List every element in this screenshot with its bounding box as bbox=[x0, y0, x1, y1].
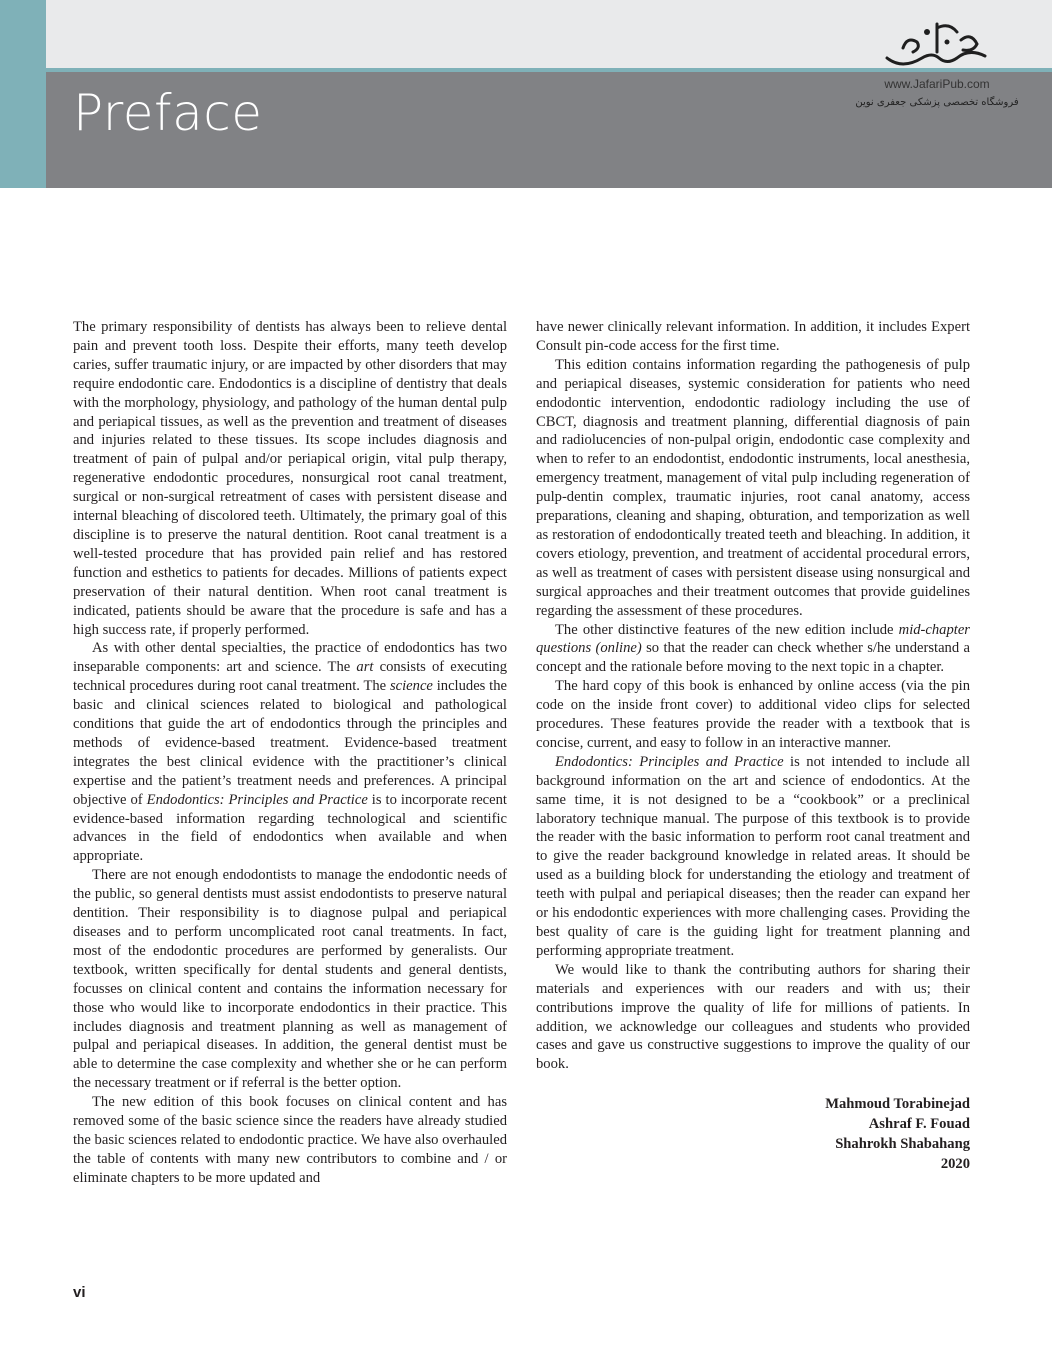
text-run: As with other dental specialties, the practice of endodontics has two inseparable components: art and science. The bbox=[73, 640, 507, 676]
paragraph bbox=[536, 753, 970, 961]
text-run: is to incorporate recent evidence-based information regarding technological and scientific advances in the field of endodontics when available and when appropriate. bbox=[73, 791, 507, 865]
page-number: vi bbox=[73, 1284, 86, 1301]
paragraph: The primary responsibility of dentists has always been to relieve dental pain and prevent tooth loss. Despite their efforts, many teeth develop caries, suffer traumatic injury, or are impacted by other disorders that may require endodontic care. Endodontics is a discipline of dentistry that deals with the morphology, physiology, and pathology of the human dental pulp and periapical tissues, as well as the prevention and treatment of diseases and injuries related to these tissues. Its scope includes diagnosis and treatment of pain of pulpal and/or periapical origin, vital pulp therapy, regenerative endodontic procedures, nonsurgical root canal treatment, surgical or non-surgical retreatment of cases with persistent disease and internal bleaching of discolored teeth. Ultimately, the primary goal of this discipline is to preserve the natural dentition. Root canal treatment is a well-tested procedure that has provided pain relief and has restored function and esthetics to patients for decades. Millions of patients expect preservation of their natural dentition. When root canal treatment is indicated, patients should be aware that the procedure is safe and has a high success rate, if properly performed. bbox=[73, 319, 507, 638]
text-run: consists of executing technical procedures during root canal treatment. The bbox=[73, 659, 507, 695]
text-run: so that the reader can check whether s/he understand a concept and the rationale before moving to the next topic in a chapter. bbox=[536, 640, 970, 676]
left-column bbox=[73, 318, 507, 1188]
paragraph: There are not enough endodontists to manage the endodontic needs of the public, so general dentists must assist endodontists to preserve natural dentition. Their responsibility is to diagnose pulpal and periapical diseases and to perform uncomplicated root canal treatments. In fact, most of the endodontic procedures are performed by generalists. Our textbook, written specifically for dental students and general dentists, focusses on clinical content and contains the information necessary for those who would like to incorporate endodontics in their practice. This includes diagnosis and treatment planning as well as management of pulpal and periapical diseases. In addition, the general dentist must be able to determine the case complexity and whether she or he can perform the necessary treatment or if referral is the better option. bbox=[73, 867, 507, 1092]
text-run: is not intended to include all background information on the art and science of endodontics. At the same time, it is not designed to be a “cookbook” or a preclinical laboratory technique manual. The purpose of this textbook is to provide the reader with the basic information to perform root canal treatment and to give the reader background knowledge in related areas. It should be used as a building block for understanding the etiology and treatment of teeth with pulpal and periapical diseases; then the reader can expand her or his endodontic experiences with more challenging cases. Providing the best quality of care is the guiding light for treatment planning and performing appropriate treatment. bbox=[536, 753, 970, 959]
text-run: includes the basic and clinical sciences related to biological and pathological conditions that guide the art of endodontics through the principles and methods of evidence-based treatment. Evidence-based treatment integrates the best clinical evidence with the practitioner’s clinical expertise and the patient’s treatment needs and preferences. A principal objective of bbox=[73, 678, 507, 808]
book-title: Endodontics: Principles and Practice bbox=[555, 753, 784, 770]
italic-text: science bbox=[389, 678, 433, 695]
book-title: Endodontics: Principles and Practice bbox=[146, 791, 368, 808]
publisher-logo bbox=[852, 18, 1022, 128]
paragraph: have newer clinically relevant information. In addition, it includes Expert Consult pin-code access for the first time. bbox=[536, 319, 970, 354]
paragraph bbox=[536, 621, 970, 678]
signature-block bbox=[536, 1094, 970, 1174]
paragraph: The new edition of this book focuses on clinical content and has removed some of the basic science since the readers have already studied the basic sciences related to endodontic practice. We have also overhauled the table of contents with many new contributors to combine and / or eliminate chapters to be more updated and bbox=[73, 1094, 507, 1186]
paragraph: The hard copy of this book is enhanced by online access (via the pin code on the inside front cover) to additional video clips for selected procedures. These features provide the reader with a textbook that is concise, current, and easy to follow in an interactive manner. bbox=[536, 678, 970, 751]
italic-text: art bbox=[356, 659, 374, 676]
publisher-url: www.JafariPub.com bbox=[884, 77, 990, 91]
text-run: The other distinctive features of the new edition include bbox=[555, 621, 899, 638]
paragraph bbox=[73, 639, 507, 866]
paragraph: We would like to thank the contributing authors for sharing their materials and experiences with our readers and with us; their contributions improve the quality of life for millions of patients. In addition, we acknowledge our colleagues and students who provided cases and gave us constructive suggestions to improve the quality of our book. bbox=[536, 961, 970, 1073]
author-name: Shahrokh Shabahang bbox=[835, 1136, 970, 1153]
paragraph: This edition contains information regarding the pathogenesis of pulp and periapical diseases, systemic consideration for patients who need endodontic intervention, endodontic radiology including the use of CBCT, diagnosis and treatment planning, differential diagnosis of pain and radiolucencies of non-pulpal origin, endodontic case complexity and when to refer to an endodontist, endodontic instruments, local anesthesia, emergency treatment, management of vital pulp including regeneration of pulp-dentin complex, traumatic injuries, root canal anatomy, access preparations, cleaning and shaping, obturation, and temporization as well as restoration of endodontically treated teeth and bleaching. In addition, it covers etiology, prevention, and treatment of accidental procedural errors, as well as treatment of cases with persistent disease using nonsurgical and surgical approaches and their treatment outcomes that provide guidelines regarding the assessment of these procedures. bbox=[536, 356, 970, 619]
publisher-logo-icon bbox=[877, 18, 997, 76]
signature-year: 2020 bbox=[940, 1156, 970, 1173]
author-name: Mahmoud Torabinejad bbox=[825, 1096, 970, 1113]
italic-text: mid-chapter questions (online) bbox=[536, 621, 970, 657]
author-name: Ashraf F. Fouad bbox=[868, 1116, 970, 1133]
right-column bbox=[536, 318, 970, 1174]
publisher-tagline: فروشگاه تخصصی پزشکی جعفری نوین bbox=[855, 97, 1019, 108]
page-title: Preface bbox=[73, 84, 263, 142]
accent-bar bbox=[0, 0, 46, 188]
